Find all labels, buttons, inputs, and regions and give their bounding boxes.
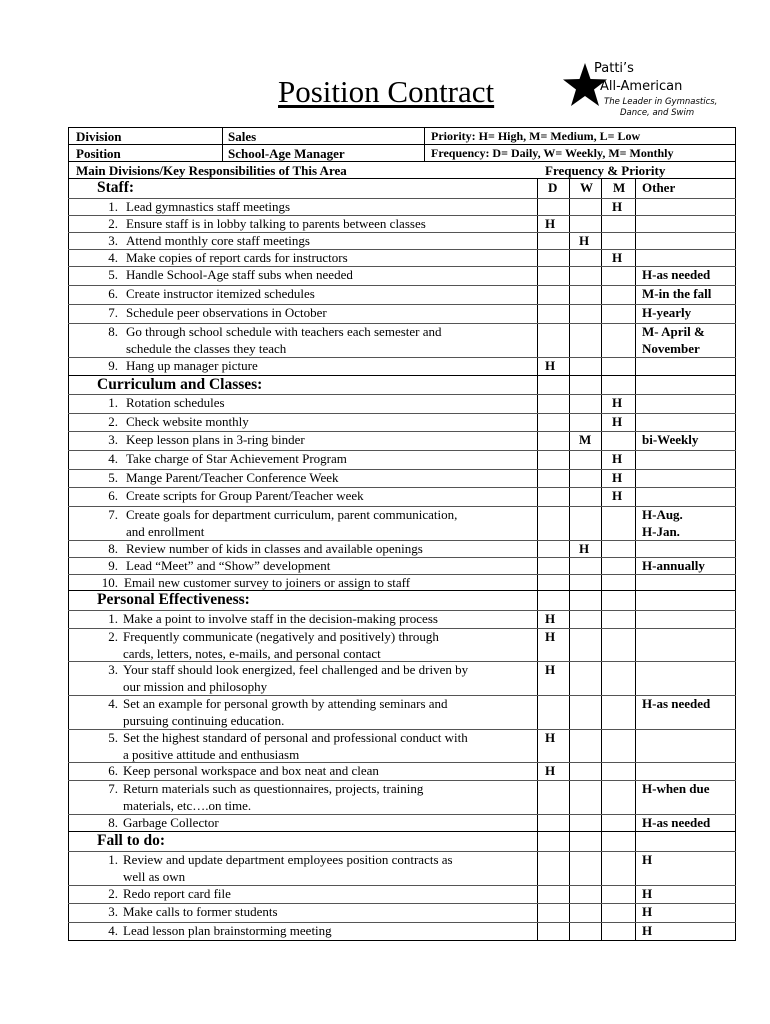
item-text-line: Take charge of Star Achievement Program [126,451,347,466]
item-text [126,250,348,267]
section-divider [68,831,736,832]
item-text-line: Email new customer survey to joiners or assign to staff [124,575,411,590]
item-number: 4. [108,696,118,711]
item-text-line: Review number of kids in classes and available openings [126,541,423,556]
header-divider [68,161,736,162]
item-text-line: Check website monthly [126,414,249,429]
other-frequency [642,696,710,713]
freq-m-mark: H [612,199,623,214]
item-text-line: a positive attitude and enthusiasm [123,746,300,762]
freq-d-mark: H [545,763,556,778]
item-text [126,233,310,250]
logo-line-2: All-American [600,79,683,94]
item-number: 5. [108,470,118,485]
item-number: 1. [108,611,118,626]
item-text-line: Make copies of report cards for instructors [126,250,348,265]
other-frequency-line: H-as needed [642,815,711,830]
item-number: 3. [108,432,118,447]
freq-d-mark: H [545,358,556,373]
responsibility-row [68,470,736,488]
responsibility-row [68,507,736,541]
item-text [126,488,364,505]
other-frequency [642,923,652,940]
item-number: 8. [108,324,118,339]
item-text-line: Set an example for personal growth by attending seminars and [123,696,448,711]
item-number: 4. [108,250,118,265]
responsibility-row [68,629,736,662]
freq-d-mark: H [545,662,556,677]
responsibility-row [68,763,736,781]
responsibility-row [68,199,736,216]
other-frequency-line: H [642,923,653,938]
item-number: 2. [108,414,118,429]
item-text [123,763,379,780]
item-text-line: and enrollment [126,523,205,539]
item-number: 3. [108,904,118,919]
item-text [126,216,426,233]
item-text [126,305,327,322]
col-other-header: Other [642,180,676,195]
section-heading: Curriculum and Classes: [97,376,263,393]
responsibility-row [68,250,736,267]
responsibility-row [68,233,736,250]
responsibility-row [68,781,736,815]
responsibility-row [68,358,736,376]
item-number: 5. [108,730,118,745]
responsibility-row [68,414,736,432]
item-number: 7. [108,781,118,796]
other-frequency [642,852,652,869]
item-text-line: our mission and philosophy [123,678,268,694]
responsibility-row [68,451,736,470]
company-logo [560,58,760,124]
item-text [126,324,442,357]
responsibility-row [68,886,736,904]
item-text-line: cards, letters, notes, e-mails, and personal contact [123,645,381,661]
item-text [126,507,457,540]
other-frequency [642,558,705,575]
freq-d-mark: H [545,216,556,231]
responsibility-row [68,662,736,696]
frequency-legend: Frequency: D= Daily, W= Weekly, M= Monthly [431,146,674,160]
freq-d-mark: H [545,629,556,644]
other-frequency [642,324,705,357]
other-frequency [642,305,691,322]
freq-w-mark: M [579,432,592,447]
item-text [123,629,439,662]
other-frequency [642,904,652,921]
item-text-line: Return materials such as questionnaires, projects, training [123,781,424,796]
priority-legend: Priority: H= High, M= Medium, L= Low [431,129,641,143]
item-number: 8. [108,541,118,556]
item-number: 4. [108,923,118,938]
other-frequency [642,267,710,284]
item-text-line: materials, etc….on time. [123,797,252,813]
other-frequency-line: H-as needed [642,267,711,282]
item-text-line: Make calls to former students [123,904,278,919]
item-text-line: well as own [123,868,186,884]
item-text [126,267,353,284]
other-frequency-line: H [642,852,653,867]
other-frequency-line: M-in the fall [642,286,712,301]
item-text [126,541,423,558]
responsibility-row [68,923,736,942]
item-number: 5. [108,267,118,282]
item-text [123,662,468,695]
responsibility-row [68,305,736,324]
item-text-line: Lead “Meet” and “Show” development [126,558,331,573]
item-number: 1. [108,395,118,410]
freq-w-mark: H [579,233,590,248]
item-number: 9. [108,358,118,373]
item-number: 1. [108,199,118,214]
item-text [123,923,332,940]
responsibility-row [68,696,736,730]
item-text [126,558,330,575]
item-text-line: Ensure staff is in lobby talking to parents between classes [126,216,426,231]
responsibility-row [68,267,736,286]
item-number: 9. [108,558,118,573]
other-frequency-line: H [642,904,653,919]
responsibility-row [68,541,736,558]
item-text [123,781,423,814]
freq-m-mark: H [612,250,623,265]
responsibility-row [68,395,736,414]
item-number: 8. [108,815,118,830]
responsibility-row [68,730,736,763]
item-text-line: Handle School-Age staff subs when needed [126,267,353,282]
logo-tagline-2: Dance, and Swim [620,108,695,118]
freq-m-mark: H [612,470,623,485]
other-frequency-line: H-annually [642,558,705,573]
item-text [126,358,258,375]
item-text-line: Rotation schedules [126,395,225,410]
item-text [123,886,231,903]
item-text-line: Create instructor itemized schedules [126,286,315,301]
item-text [126,432,305,449]
section-heading: Staff: [97,179,135,196]
col-m-header: M [613,180,626,195]
item-text-line: Review and update department employees position contracts as [123,852,453,867]
other-frequency [642,886,652,903]
item-text [123,611,438,628]
freq-m-mark: H [612,395,623,410]
item-number: 1. [108,852,118,867]
freq-d-mark: H [545,730,556,745]
responsibility-row [68,488,736,507]
item-number: 7. [108,305,118,320]
other-frequency [642,815,710,832]
section-heading: Personal Effectiveness: [97,591,250,608]
col-d-header: D [548,180,558,195]
other-frequency [642,432,698,449]
freq-w-mark: H [579,541,590,556]
other-frequency-line: November [642,340,700,356]
item-text-line: Mange Parent/Teacher Conference Week [126,470,339,485]
freq-m-mark: H [612,414,623,429]
item-text [123,904,278,921]
main-divisions-label: Main Divisions/Key Responsibilities of This Area [76,163,347,178]
item-text-line: Schedule peer observations in October [126,305,327,320]
item-text [126,286,315,303]
responsibility-row [68,324,736,358]
item-text-line: Frequently communicate (negatively and positively) through [123,629,439,644]
other-frequency-line: M- April & [642,324,705,339]
item-text [123,730,468,763]
item-text-line: Lead lesson plan brainstorming meeting [123,923,332,938]
position-label: Position [76,146,121,161]
other-frequency [642,286,711,303]
item-text-line: schedule the classes they teach [126,340,287,356]
section-heading: Fall to do: [97,832,166,849]
item-text-line: Keep lesson plans in 3-ring binder [126,432,305,447]
other-frequency-line: H-Jan. [642,523,680,539]
item-text [126,199,290,216]
item-text-line: Make a point to involve staff in the decision-making process [123,611,438,626]
item-text-line: Lead gymnastics staff meetings [126,199,291,214]
col-w-header: W [580,180,593,195]
item-number: 6. [108,286,118,301]
other-frequency-line: bi-Weekly [642,432,699,447]
freq-priority-label: Frequency & Priority [545,163,666,178]
responsibility-row [68,904,736,923]
item-number: 4. [108,451,118,466]
item-text [126,451,347,468]
item-number: 2. [108,629,118,644]
logo-line-1: Patti’s [594,61,634,76]
item-text-line: Garbage Collector [123,815,219,830]
other-frequency-line: H-yearly [642,305,692,320]
freq-d-mark: H [545,611,556,626]
freq-m-mark: H [612,488,623,503]
responsibility-row [68,852,736,886]
item-text [123,815,219,832]
division-value: Sales [228,129,257,144]
item-number: 2. [108,886,118,901]
item-text [123,696,448,729]
item-text-line: Create scripts for Group Parent/Teacher week [126,488,364,503]
item-text-line: Hang up manager picture [126,358,258,373]
item-text-line: pursuing continuing education. [123,712,285,728]
page-title: Position Contract [278,74,495,109]
item-text-line: Keep personal workspace and box neat and clean [123,763,379,778]
other-frequency [642,781,710,798]
responsibility-row [68,286,736,305]
item-number: 2. [108,216,118,231]
section-divider [68,178,736,179]
item-text [126,414,249,431]
other-frequency-line: H-when due [642,781,710,796]
responsibility-row [68,432,736,451]
other-frequency-line: H-as needed [642,696,711,711]
item-text-line: Attend monthly core staff meetings [126,233,310,248]
item-text-line: Redo report card file [123,886,231,901]
responsibility-row [68,216,736,233]
header-divider [68,144,736,145]
item-number: 10. [101,575,118,590]
division-label: Division [76,129,122,144]
item-text [123,852,453,885]
item-text-line: Create goals for department curriculum, parent communication, [126,507,458,522]
item-number: 6. [108,763,118,778]
responsibility-row [68,558,736,575]
item-text-line: Go through school schedule with teachers each semester and [126,324,442,339]
position-value: School-Age Manager [228,146,345,161]
item-number: 3. [108,233,118,248]
item-text [126,470,339,487]
item-text-line: Set the highest standard of personal and professional conduct with [123,730,468,745]
item-number: 7. [108,507,118,522]
logo-tagline-1: The Leader in Gymnastics, [604,97,718,107]
section-divider [68,375,736,376]
other-frequency-line: H-Aug. [642,507,683,522]
other-frequency [642,507,683,540]
item-text [126,395,225,412]
item-number: 6. [108,488,118,503]
other-frequency-line: H [642,886,653,901]
freq-m-mark: H [612,451,623,466]
section-divider [68,590,736,591]
responsibility-row [68,611,736,629]
item-text-line: Your staff should look energized, feel challenged and be driven by [123,662,469,677]
item-number: 3. [108,662,118,677]
